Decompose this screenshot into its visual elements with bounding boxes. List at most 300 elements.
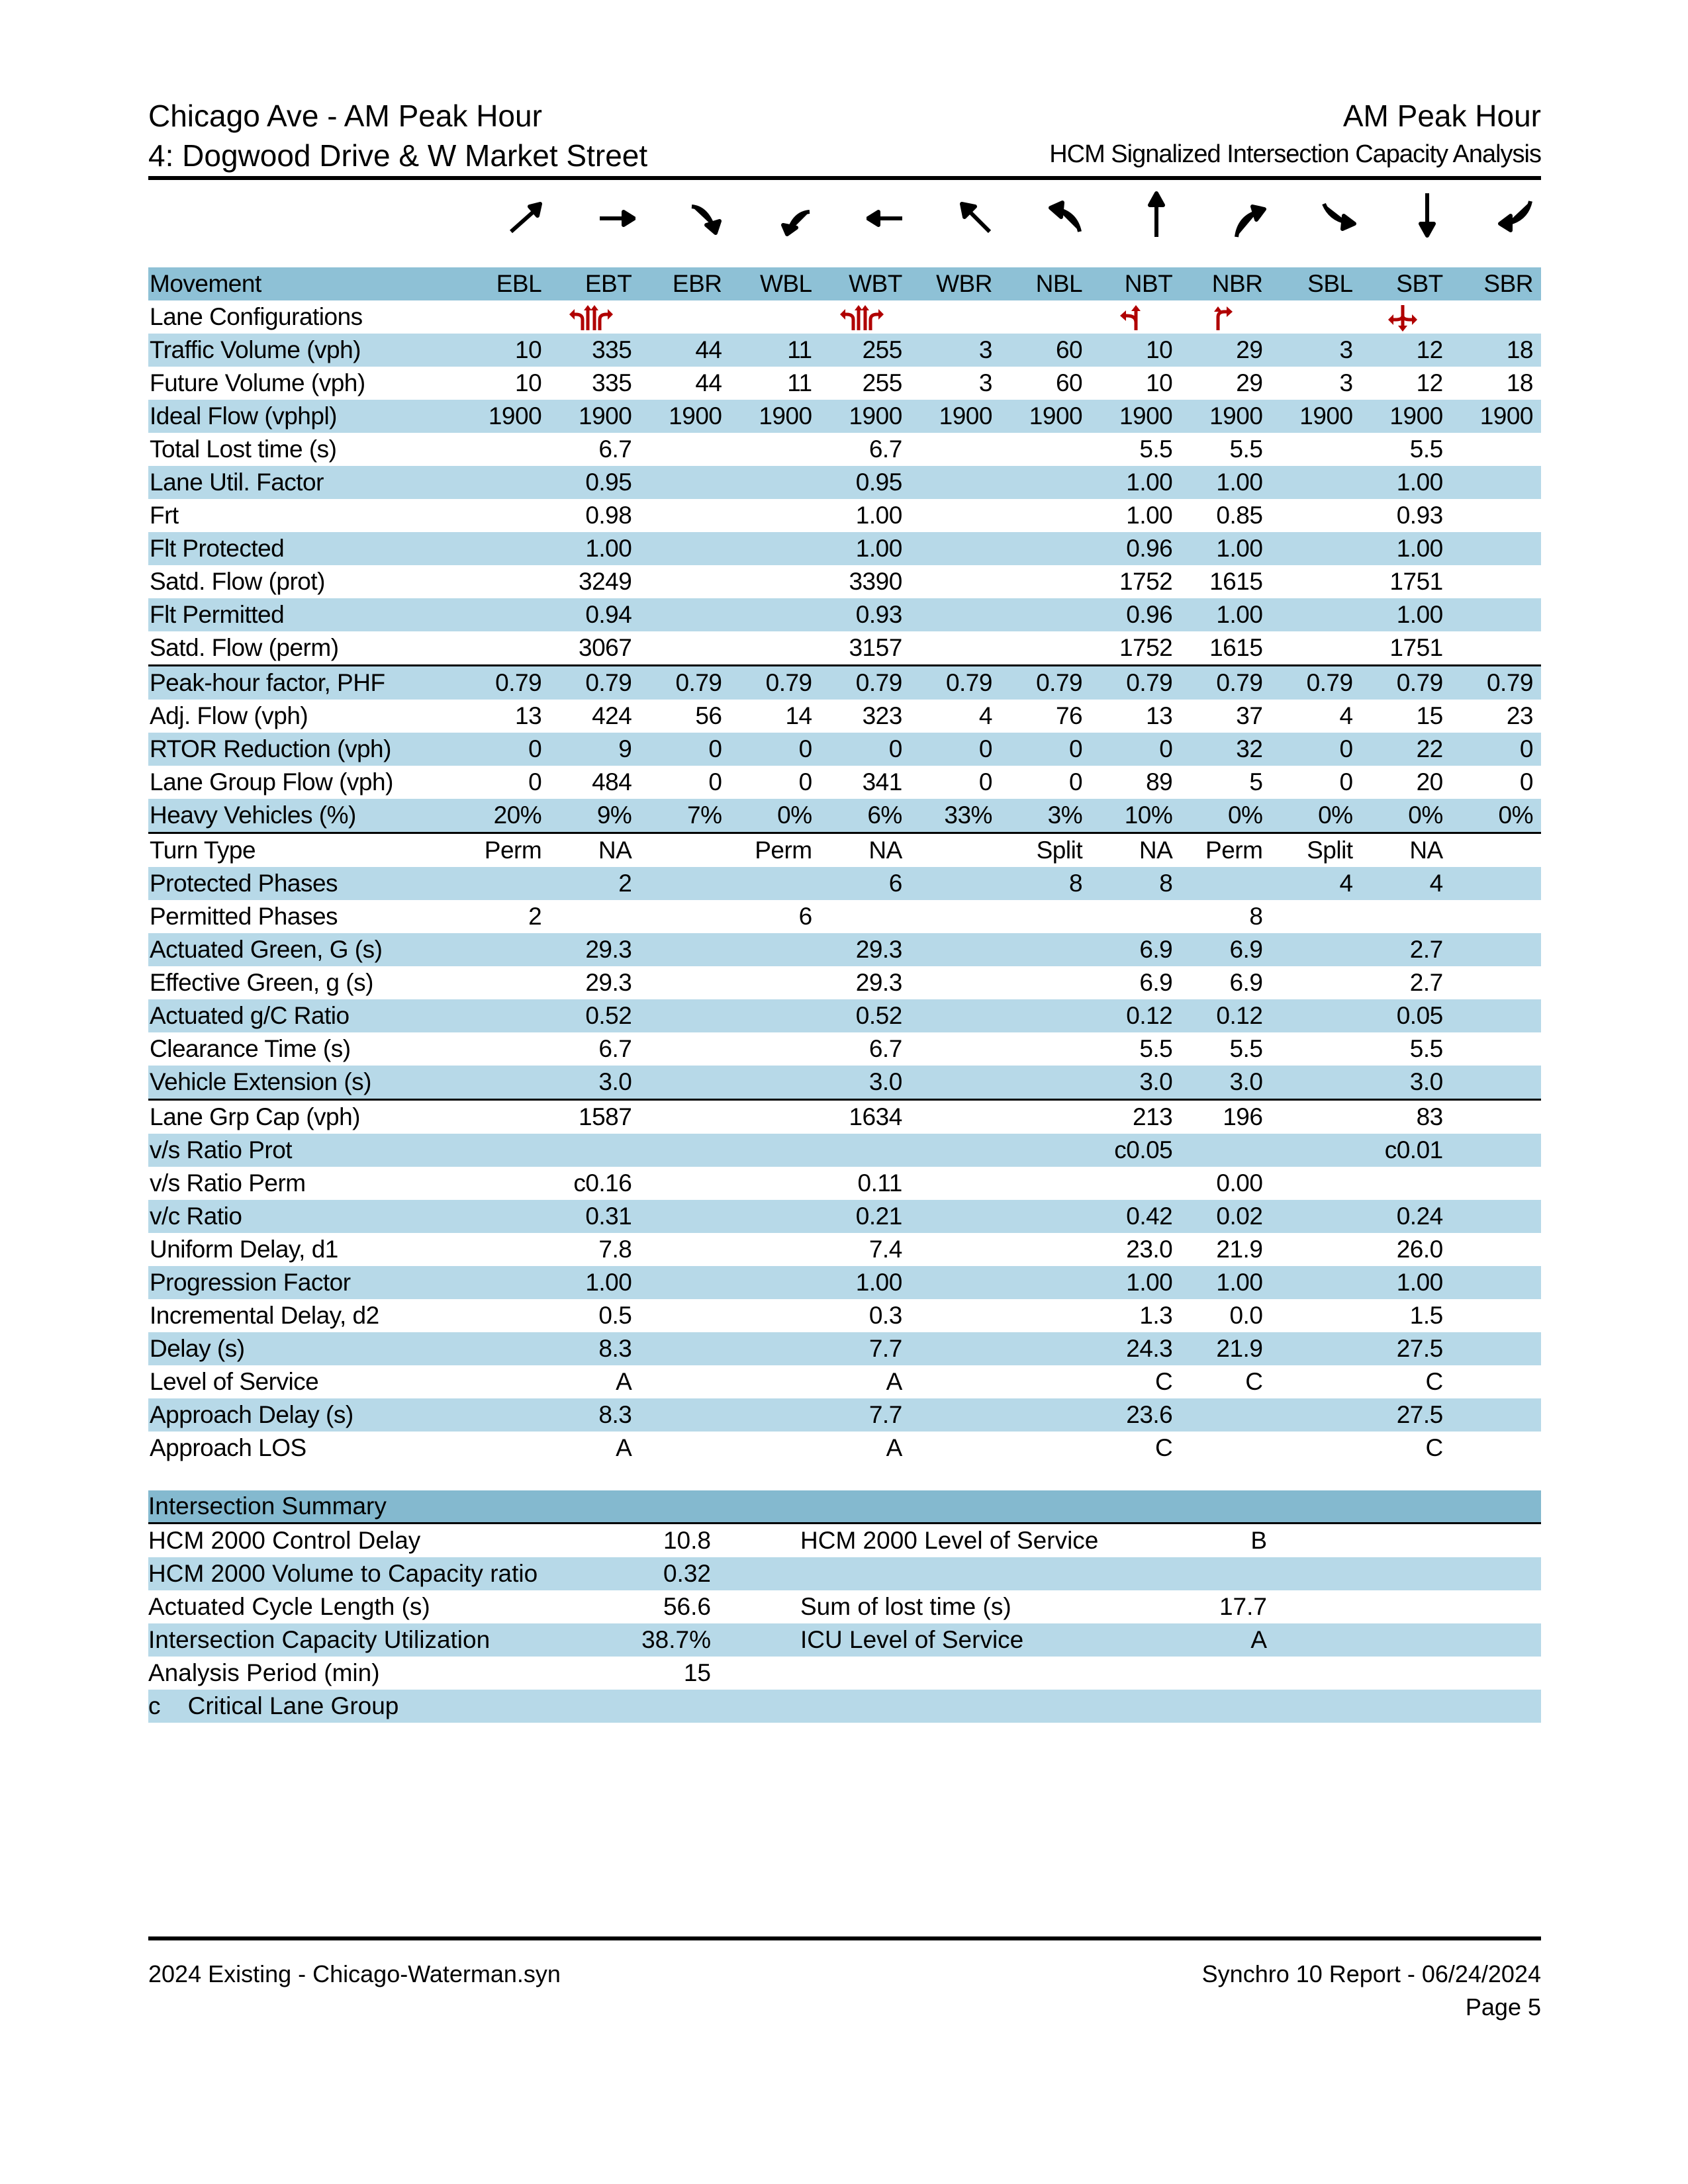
cell-wbl [729,631,820,666]
cell-wbt: 255 [862,369,902,396]
summary-row [148,1557,1541,1590]
cell-ebl [459,867,549,900]
table-row-satd-flow-perm [148,631,1541,666]
table-row-level-of-service [148,1365,1541,1398]
cell-wbl [729,867,820,900]
summary-value: A [1250,1626,1267,1653]
cell-wbt: 6.7 [868,1035,902,1062]
cell-sbt: 15 [1416,702,1443,729]
cell-wbt [820,900,910,933]
cell-sbt: 1751 [1361,631,1451,666]
cell-sbl: Split [1307,837,1353,864]
cell-nbl: 1900 [1000,400,1090,433]
column-header-nbl: NBL [1000,267,1090,300]
cell-wbr [910,867,1000,900]
cell-sbt: 20 [1416,768,1443,796]
empty-cell [1451,300,1541,334]
table-row-vehicle-extension-s [148,1066,1541,1100]
cell-wbl [729,1167,820,1200]
summary-label: Actuated Cycle Length (s) [148,1593,430,1620]
cell-ebl: 2 [528,903,542,930]
cell-wbt: 3390 [849,568,902,595]
cell-nbr: 0.79 [1180,666,1270,700]
column-header-wbr: WBR [910,267,1000,300]
cell-ebl [459,999,549,1032]
cell-wbr [910,1299,1000,1332]
cell-ebr [639,1365,729,1398]
cell-sbl: 0 [1339,768,1353,796]
cell-sbr: 0 [1519,768,1533,796]
row-label: Traffic Volume (vph) [148,334,459,367]
cell-ebt: 7.8 [598,1236,632,1263]
cell-wbt: 7.7 [820,1398,910,1432]
cell-wbr [910,999,1000,1032]
table-row-progression-factor [148,1266,1541,1299]
cell-ebr [639,1332,729,1365]
cell-nbl [1000,1233,1090,1266]
cell-sbr: 1900 [1451,400,1541,433]
cell-nbt: 24.3 [1090,1332,1180,1365]
cell-sbt: 0.24 [1361,1200,1451,1233]
cell-ebt: 29.3 [549,933,639,966]
cell-nbl [1000,1032,1090,1066]
NBT-arrow-icon [1137,191,1176,241]
cell-wbr: 0 [910,733,1000,766]
cell-nbr: 1.00 [1180,598,1270,631]
cell-wbt: 1634 [849,1103,902,1130]
cell-wbl: 0 [798,768,812,796]
cell-nbl [1000,433,1090,466]
cell-wbl [729,1332,820,1365]
cell-sbt: 83 [1416,1103,1443,1130]
row-label: Protected Phases [148,867,459,900]
cell-sbl: 1900 [1270,400,1360,433]
left-through-lane-icon [1090,300,1180,334]
row-label: Frt [150,502,179,529]
cell-nbl: 8 [1000,867,1090,900]
cell-wbr [910,598,1000,631]
cell-sbr: 0.79 [1451,666,1541,700]
cell-wbt: 0.79 [820,666,910,700]
cell-ebl [459,1167,549,1200]
cell-wbr [910,1066,1000,1100]
EBR-arrow-icon [686,191,726,241]
row-label: v/s Ratio Perm [150,1169,306,1197]
cell-wbl: 6 [798,903,812,930]
cell-wbt: 1900 [820,400,910,433]
cell-sbt: 4 [1361,867,1451,900]
cell-ebt: 335 [592,369,632,396]
cell-sbt: 12 [1416,369,1443,396]
SBL-arrow-icon [1317,191,1357,241]
cell-sbr [1451,1066,1541,1100]
cell-wbr [910,1134,1000,1167]
cell-sbl [1270,1200,1360,1233]
row-label: v/s Ratio Prot [148,1134,459,1167]
cell-nbl [1000,565,1090,598]
cell-wbr [910,1233,1000,1266]
row-label: Incremental Delay, d2 [150,1302,379,1329]
cell-sbr: 18 [1451,334,1541,367]
cell-sbl: 4 [1339,702,1353,729]
cell-sbr [1451,1398,1541,1432]
cell-wbr: 4 [978,702,992,729]
cell-sbl [1270,900,1360,933]
cell-ebl [459,1100,549,1134]
cell-sbt: C [1425,1434,1443,1461]
cell-ebl [459,1266,549,1299]
cell-ebt: 335 [549,334,639,367]
cell-ebr: 56 [695,702,722,729]
cell-ebt: 9 [549,733,639,766]
cell-sbl [1270,1066,1360,1100]
summary-label: Intersection Capacity Utilization [148,1626,491,1653]
cell-nbr: 0.00 [1216,1169,1263,1197]
NBL-arrow-icon [1047,191,1086,241]
table-row-total-lost-time-s [148,433,1541,466]
cell-nbr: 1.00 [1180,532,1270,565]
cell-sbt: 5.5 [1409,435,1443,463]
table-row-traffic-volume-vph [148,334,1541,367]
cell-ebl: 0 [528,768,542,796]
cell-nbr: 1.00 [1180,1266,1270,1299]
cell-ebr: 7% [639,799,729,833]
cell-nbl [1000,999,1090,1032]
cell-nbl [1000,1266,1090,1299]
cell-sbl [1270,999,1360,1032]
WBR-arrow-icon [957,191,996,241]
cell-nbl [1000,1398,1090,1432]
cell-sbt: NA [1409,837,1443,864]
footer-report-info: Synchro 10 Report - 06/24/2024 [1201,1960,1541,1987]
cell-nbt: 10 [1146,369,1173,396]
cell-nbl: Split [1036,837,1083,864]
right-turn-lane-icon [1180,300,1270,334]
cell-ebl [459,1365,549,1398]
cell-ebl [459,1233,549,1266]
row-label: Approach Delay (s) [148,1398,459,1432]
cell-ebr [639,1167,729,1200]
summary-value: 38.7% [641,1626,711,1653]
column-header-nbr: NBR [1180,267,1270,300]
row-label: Satd. Flow (prot) [150,568,325,595]
cell-nbr: 37 [1236,702,1263,729]
cell-nbl: 60 [1000,334,1090,367]
cell-nbr: 1.00 [1180,466,1270,499]
cell-nbl: 0.79 [1000,666,1090,700]
cell-nbr: 0% [1180,799,1270,833]
cell-nbr [1180,1398,1270,1432]
row-label: Permitted Phases [150,903,338,930]
cell-nbr: 1615 [1209,568,1263,595]
cell-nbl: 0 [1069,768,1083,796]
cell-nbl [1000,1066,1090,1100]
cell-wbr [910,565,1000,598]
row-label: Satd. Flow (perm) [148,631,459,666]
empty-cell [459,300,549,334]
cell-wbr [910,466,1000,499]
table-row-uniform-delay-d1 [148,1233,1541,1266]
cell-sbl [1270,532,1360,565]
cell-ebl: 10 [515,369,542,396]
cell-wbl: Perm [755,837,812,864]
cell-sbt: 5.5 [1409,1035,1443,1062]
column-header-sbr: SBR [1451,267,1541,300]
row-label: v/c Ratio [148,1200,459,1233]
cell-sbr [1451,867,1541,900]
summary-label: ICU Level of Service [800,1626,1024,1653]
cell-ebr [639,598,729,631]
cell-nbl [1000,1134,1090,1167]
cell-wbr [910,1332,1000,1365]
cell-wbt: A [886,1434,902,1461]
empty-cell [1270,300,1360,334]
table-row-actuated-g-c-ratio [148,999,1541,1032]
cell-ebt: NA [598,837,632,864]
row-label: Future Volume (vph) [150,369,365,396]
cell-ebt: 0.79 [549,666,639,700]
cell-sbr [1451,433,1541,466]
table-row-frt [148,499,1541,532]
header-rule [148,176,1541,180]
cell-ebt: 8.3 [549,1332,639,1365]
cell-sbt: 27.5 [1361,1332,1451,1365]
cell-sbr [1451,499,1541,532]
EBT-arrow-icon [596,191,635,241]
cell-wbr: 0.79 [910,666,1000,700]
cell-wbl: 0 [729,733,820,766]
cell-nbt: 1752 [1090,631,1180,666]
cell-nbl [1000,1167,1090,1200]
cell-wbt: 0 [820,733,910,766]
row-label: Turn Type [150,837,256,864]
column-header-wbl: WBL [729,267,820,300]
table-row-flt-protected [148,532,1541,565]
cell-ebt: 0.31 [549,1200,639,1233]
cell-wbl [729,1233,820,1266]
row-label: Total Lost time (s) [150,435,337,463]
cell-nbt: 10 [1090,334,1180,367]
cell-ebt: 1.00 [549,532,639,565]
cell-wbr [910,1200,1000,1233]
cell-wbl [729,1398,820,1432]
cell-sbr [1451,1233,1541,1266]
cell-ebl [459,933,549,966]
cell-ebr [639,900,729,933]
cell-wbt: 0.95 [820,466,910,499]
column-header-wbt: WBT [820,267,910,300]
cell-nbt: 0.96 [1090,598,1180,631]
cell-nbl [1000,1100,1090,1134]
SBR-arrow-icon [1497,191,1537,241]
table-row-lane-configurations [148,300,1541,334]
cell-wbl [729,999,820,1032]
cell-ebl [459,1066,549,1100]
row-label: Effective Green, g (s) [150,969,373,996]
cell-nbt: C [1155,1368,1173,1395]
cell-sbl [1270,1398,1360,1432]
cell-ebl [459,1134,549,1167]
cell-sbl [1270,933,1360,966]
cell-sbt: 1.00 [1361,466,1451,499]
row-label: Actuated g/C Ratio [148,999,459,1032]
summary-value: B [1250,1527,1267,1554]
cell-wbt: 29.3 [855,969,902,996]
cell-wbt: 323 [862,702,902,729]
table-row-v-s-ratio-perm [148,1167,1541,1200]
cell-nbr: 5.5 [1229,435,1263,463]
cell-nbt: 0 [1090,733,1180,766]
cell-wbt: 3157 [820,631,910,666]
cell-wbr [910,532,1000,565]
cell-sbr [1451,1167,1541,1200]
table-row-incremental-delay-d2 [148,1299,1541,1332]
empty-cell [910,300,1000,334]
table-row-effective-green-g-s [148,966,1541,999]
column-header-movement: Movement [148,267,459,300]
cell-ebt: A [616,1368,632,1395]
peak-period-label: AM Peak Hour [1342,99,1541,133]
WBL-arrow-icon [776,191,816,241]
row-label: Actuated Green, G (s) [148,933,459,966]
cell-wbl: 1900 [729,400,820,433]
table-row-approach-los [148,1432,1541,1465]
column-header-ebl: EBL [459,267,549,300]
cell-sbt: 1.00 [1361,532,1451,565]
cell-ebt: 0.95 [549,466,639,499]
cell-ebt [549,900,639,933]
cell-nbl: 76 [1055,702,1083,729]
table-row-permitted-phases [148,900,1541,933]
cell-sbt: 0.93 [1396,502,1443,529]
row-label: Peak-hour factor, PHF [148,666,459,700]
cell-nbl: 3% [1000,799,1090,833]
cell-wbt: 0.52 [820,999,910,1032]
cell-ebl [459,1032,549,1066]
cell-nbl: 60 [1055,369,1083,396]
cell-ebl [459,565,549,598]
cell-ebr [639,1233,729,1266]
cell-wbl [729,1266,820,1299]
cell-ebt: 3.0 [549,1066,639,1100]
table-row-v-s-ratio-prot [148,1134,1541,1167]
cell-ebr [639,466,729,499]
cell-ebl: 0.79 [459,666,549,700]
cell-nbr: 21.9 [1180,1332,1270,1365]
cell-wbt: 1.00 [855,502,902,529]
cell-nbt: 6.9 [1139,969,1173,996]
cell-sbt: 2.7 [1361,933,1451,966]
cell-wbl: 0% [729,799,820,833]
cell-sbl [1270,499,1360,532]
cell-ebr [639,966,729,999]
cell-nbr: 0.85 [1216,502,1263,529]
cell-wbr [910,1100,1000,1134]
table-row-lane-util-factor [148,466,1541,499]
cell-wbr [910,933,1000,966]
table-row-peak-hour-factor-phf [148,666,1541,700]
summary-label: c Critical Lane Group [148,1692,399,1719]
cell-sbt: 12 [1361,334,1451,367]
cell-ebl [459,433,549,466]
cell-sbr [1451,631,1541,666]
cell-sbt: c0.01 [1361,1134,1451,1167]
cell-sbr [1451,1299,1541,1332]
cell-wbt: A [886,1368,902,1395]
footer-page-number: Page 5 [1465,1993,1541,2021]
row-label: Delay (s) [148,1332,459,1365]
cell-nbl [1000,466,1090,499]
cell-ebt: 484 [592,768,632,796]
cell-ebr: 0.79 [639,666,729,700]
cell-nbr: 5.5 [1229,1035,1263,1062]
cell-wbl [729,966,820,999]
cell-ebl [459,499,549,532]
cell-ebt: 6.7 [598,1035,632,1062]
cell-nbt: NA [1139,837,1173,864]
row-label: Lane Configurations [150,303,363,330]
summary-row [148,1657,1541,1690]
cell-wbl: 14 [785,702,812,729]
summary-label: Sum of lost time (s) [800,1593,1011,1620]
cell-nbl [1000,598,1090,631]
summary-row [148,1623,1541,1657]
cell-ebr [639,1299,729,1332]
table-row-delay-s [148,1332,1541,1365]
cell-sbl: 3 [1339,369,1353,396]
cell-wbr [910,1398,1000,1432]
cell-ebt: 2 [549,867,639,900]
movement-arrows-row [148,191,1541,263]
cell-ebr: 44 [639,334,729,367]
row-label: Ideal Flow (vphpl) [148,400,459,433]
cell-nbt: 1.00 [1126,502,1173,529]
cell-sbr [1451,933,1541,966]
cell-ebt: c0.16 [573,1169,632,1197]
cell-ebt: 29.3 [585,969,632,996]
cell-wbt: 341 [862,768,902,796]
cell-wbr [910,1032,1000,1066]
row-label: Clearance Time (s) [150,1035,351,1062]
cell-wbr: 1900 [910,400,1000,433]
cell-nbl [1000,532,1090,565]
cell-wbt [820,1134,910,1167]
cell-sbl [1270,1134,1360,1167]
table-row-v-c-ratio [148,1200,1541,1233]
cell-sbt: 2.7 [1409,969,1443,996]
cell-nbt: c0.05 [1090,1134,1180,1167]
cell-wbl: 11 [787,369,812,396]
cell-wbr: 3 [910,334,1000,367]
cell-nbr: 5 [1249,768,1263,796]
row-label: Vehicle Extension (s) [148,1066,459,1100]
cell-ebl [459,1299,549,1332]
cell-wbr: 3 [978,369,992,396]
cell-wbt: 6.7 [868,435,902,463]
cell-sbt: 22 [1361,733,1451,766]
cell-nbl [1000,1432,1090,1465]
cell-ebl [459,1432,549,1465]
cell-ebr [639,867,729,900]
EBL-arrow-icon [506,191,545,241]
table-row-future-volume-vph [148,367,1541,400]
cell-sbl [1270,1365,1360,1398]
left-through-right-lanes-icon [549,300,639,334]
cell-nbl [1000,631,1090,666]
cell-sbr [1451,1134,1541,1167]
cell-ebt: 3249 [579,568,632,595]
cell-wbr [910,631,1000,666]
